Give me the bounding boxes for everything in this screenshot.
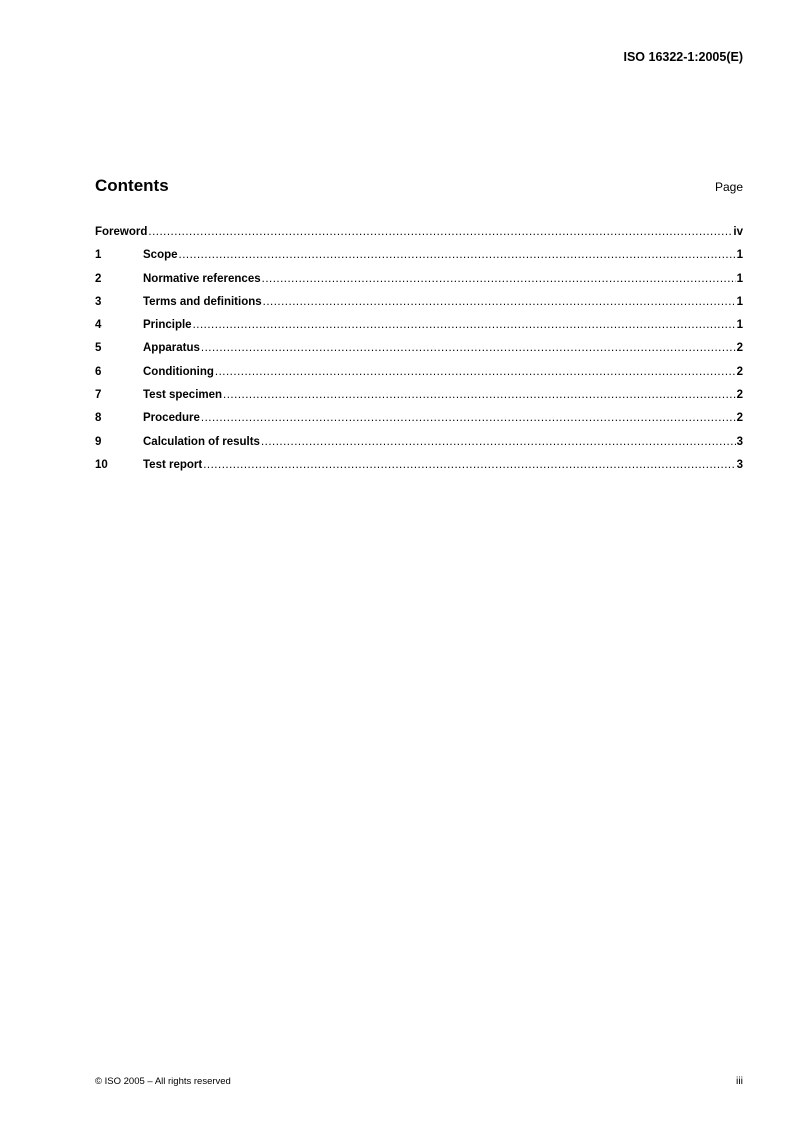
toc-dot-leader	[261, 436, 736, 448]
toc-entry-number: 5	[95, 342, 102, 355]
toc-entry[interactable]	[95, 366, 743, 389]
toc-entry-title: Scope	[143, 249, 178, 262]
toc-entry-number: 8	[95, 412, 102, 425]
toc-dot-leader	[193, 319, 736, 331]
toc-entry-page: 3	[736, 435, 743, 448]
toc-entry-page: 2	[736, 365, 743, 378]
toc-entry[interactable]	[95, 436, 743, 459]
toc-entry-title: Calculation of results	[143, 435, 260, 448]
toc-entry-title: Procedure	[143, 412, 200, 425]
toc-entry-title: Apparatus	[143, 342, 200, 355]
toc-entry-page: iv	[733, 226, 743, 238]
contents-heading: Contents	[95, 176, 169, 195]
toc-entry-title: Terms and definitions	[143, 295, 262, 308]
toc-entry[interactable]	[95, 249, 743, 272]
toc-entry-number: 10	[95, 458, 108, 471]
toc-entry-number: 2	[95, 272, 102, 285]
toc-dot-leader	[203, 459, 735, 471]
toc-dot-leader	[262, 273, 736, 285]
toc-entry-page: 1	[736, 295, 743, 308]
toc-entry-page: 1	[736, 249, 743, 262]
footer-copyright: © ISO 2005 – All rights reserved	[95, 1076, 231, 1087]
document-id: ISO 16322-1:2005(E)	[623, 50, 743, 64]
toc-entry-page: 2	[736, 342, 743, 355]
toc-entry-page: 2	[736, 412, 743, 425]
toc-entry-number: 4	[95, 319, 102, 332]
table-of-contents	[95, 226, 743, 482]
toc-dot-leader	[263, 296, 736, 308]
toc-entry-number: 3	[95, 295, 102, 308]
toc-dot-leader	[179, 249, 736, 261]
toc-entry[interactable]	[95, 319, 743, 342]
toc-entry-title: Test specimen	[143, 389, 223, 402]
toc-entry-number: 7	[95, 389, 102, 402]
toc-entry-title: Foreword	[95, 226, 148, 238]
toc-entry-title: Test report	[143, 458, 203, 471]
toc-entry-title: Conditioning	[143, 365, 214, 378]
toc-dot-leader	[201, 342, 736, 354]
toc-entry-number: 9	[95, 435, 102, 448]
toc-entry[interactable]	[95, 459, 743, 482]
page-column-heading: Page	[714, 180, 743, 194]
toc-entry-page: 1	[736, 272, 743, 285]
toc-dot-leader	[148, 226, 732, 238]
toc-entry[interactable]	[95, 389, 743, 412]
toc-entry-page: 1	[736, 319, 743, 332]
toc-entry-number: 1	[95, 249, 102, 262]
toc-entry-title: Principle	[143, 319, 192, 332]
toc-entry-number: 6	[95, 365, 102, 378]
footer-page-number: iii	[736, 1075, 743, 1087]
toc-entry-page: 2	[736, 389, 743, 402]
toc-entry[interactable]	[95, 412, 743, 435]
toc-entry[interactable]	[95, 342, 743, 365]
toc-dot-leader	[215, 366, 736, 378]
toc-dot-leader	[201, 412, 736, 424]
toc-entry[interactable]	[95, 296, 743, 319]
toc-dot-leader	[223, 389, 736, 401]
toc-entry[interactable]	[95, 273, 743, 296]
toc-entry-page: 3	[736, 458, 743, 471]
toc-entry-title: Normative references	[143, 272, 261, 285]
toc-entry-foreword[interactable]	[95, 226, 743, 249]
